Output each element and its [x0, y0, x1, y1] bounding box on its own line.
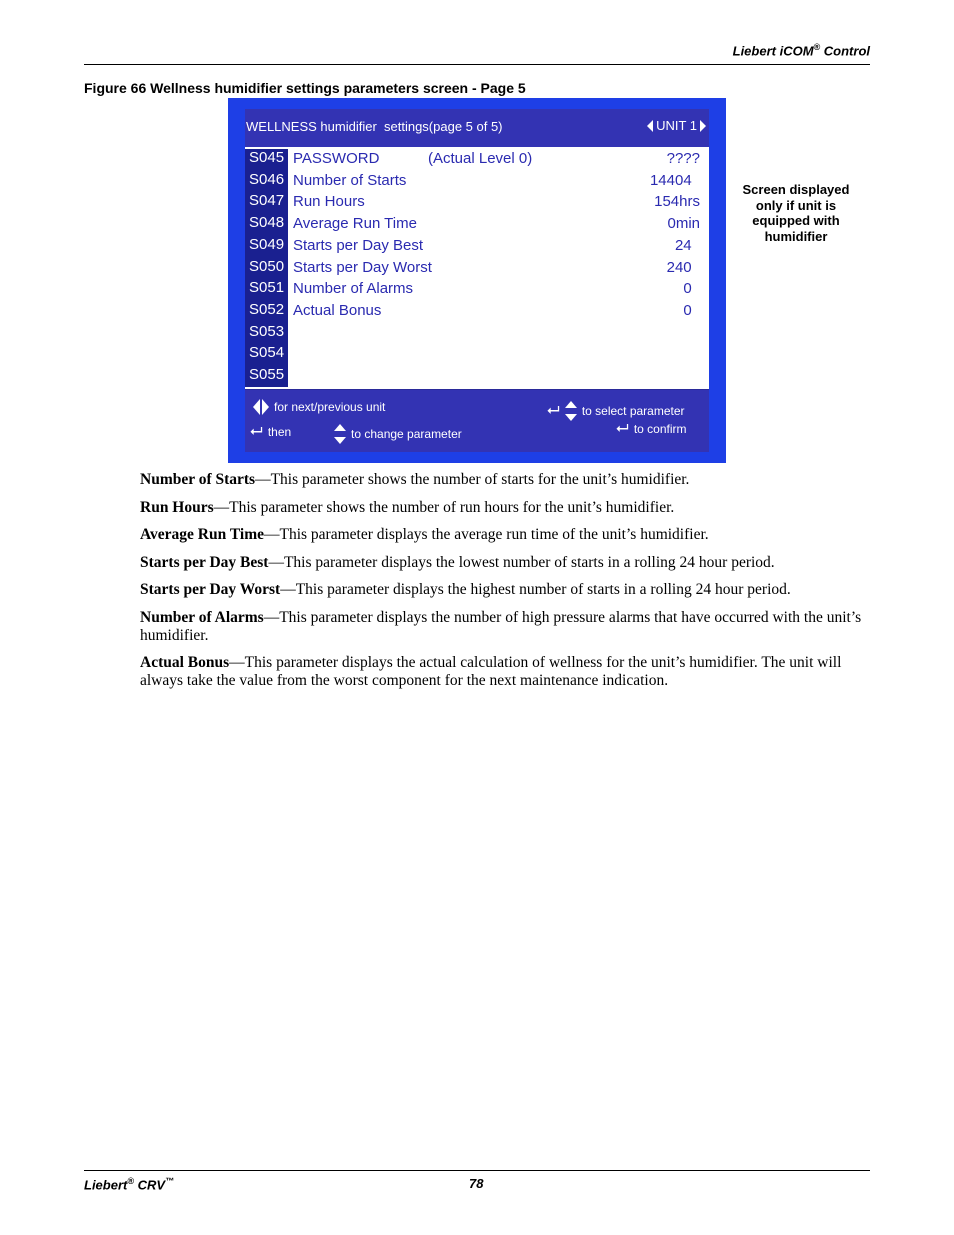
- parameter-code: S052: [249, 300, 285, 318]
- running-header: Liebert iCOM® Control: [732, 42, 870, 59]
- parameter-row[interactable]: [245, 301, 709, 322]
- footer-divider: [245, 387, 709, 389]
- parameter-code: S051: [249, 279, 285, 297]
- parameter-value: 0: [683, 301, 700, 319]
- screen-title: WELLNESS humidifier settings(page 5 of 5): [246, 119, 503, 134]
- parameter-descriptions: [140, 471, 870, 700]
- parameter-name: Number of Alarms: [293, 280, 414, 298]
- unit-selector[interactable]: [647, 118, 706, 133]
- description-paragraph: Number of Starts—This parameter shows the number of starts for the unit’s humidifier.: [140, 471, 690, 488]
- description-paragraph: Run Hours—This parameter shows the number of run hours for the unit’s humidifier.: [140, 498, 675, 516]
- icom-screen: [228, 98, 726, 463]
- description-paragraph: Average Run Time—This parameter displays the average run time of the unit’s humidifier.: [140, 526, 709, 543]
- parameter-code: S050: [249, 257, 285, 275]
- figure-caption: Figure 66 Wellness humidifier settings parameters screen - Page 5: [84, 80, 526, 96]
- parameter-row[interactable]: [245, 149, 709, 170]
- footer-rule: [84, 1170, 870, 1171]
- enter-icon: ⮠: [250, 423, 263, 440]
- parameter-code: S055: [249, 366, 285, 383]
- arrow-left-icon[interactable]: [647, 120, 653, 132]
- parameter-name: Average Run Time: [293, 215, 417, 233]
- parameter-code: S045: [249, 149, 285, 166]
- help-select-parameter: ⮠ to select parameter: [547, 402, 685, 419]
- description-paragraph: Actual Bonus—This parameter displays the actual calculation of wellness for the unit’s humidifier. The unit will always take the value from the worst component for the next maintenance indication.: [140, 654, 842, 689]
- parameter-value: 0: [683, 280, 700, 298]
- parameter-name: Actual Bonus: [293, 301, 382, 319]
- parameter-name: Starts per Day Best: [293, 236, 424, 254]
- parameter-row[interactable]: [245, 236, 709, 257]
- parameter-name: Number of Starts: [293, 171, 407, 189]
- parameter-value: 240: [666, 258, 700, 276]
- arrow-right-icon[interactable]: [700, 120, 706, 132]
- enter-icon: ⮠: [616, 420, 629, 437]
- screen-help-bar: [245, 390, 709, 452]
- parameter-row[interactable]: [245, 192, 709, 213]
- help-change-parameter: to change parameter: [334, 424, 462, 444]
- help-confirm: ⮠ to confirm: [616, 420, 687, 437]
- parameter-value: 0min: [667, 215, 700, 233]
- parameter-code: S048: [249, 214, 285, 232]
- unit-label: UNIT 1: [656, 118, 697, 133]
- parameter-value: 24: [674, 236, 700, 254]
- screen-title-bar: [245, 109, 709, 147]
- description-paragraph: Starts per Day Best—This parameter displays the lowest number of starts in a rolling 24 hour period.: [140, 553, 775, 571]
- parameter-row: [245, 344, 709, 365]
- left-right-arrows-icon: [253, 399, 269, 415]
- parameter-code: S046: [249, 170, 285, 188]
- parameter-row: [245, 366, 709, 387]
- parameter-value: 14404: [649, 171, 700, 189]
- side-note: Screen displayed only if unit is equipped with humidifier: [742, 182, 850, 244]
- parameter-row[interactable]: [245, 258, 709, 279]
- header-rule: [84, 64, 870, 65]
- parameter-name: Run Hours: [293, 193, 365, 211]
- parameter-code: S047: [249, 192, 285, 210]
- parameter-value: 154hrs: [654, 193, 700, 211]
- parameter-name: Starts per Day Worst: [293, 258, 432, 276]
- help-then: ⮠ then: [250, 423, 292, 440]
- parameter-row[interactable]: [245, 279, 709, 300]
- parameter-note: (Actual Level 0): [428, 150, 533, 167]
- parameter-name: PASSWORD: [293, 150, 380, 167]
- help-next-previous: for next/previous unit: [253, 399, 385, 415]
- parameter-code: S049: [249, 235, 285, 253]
- up-down-arrows-icon: [334, 424, 346, 444]
- parameter-list: [245, 149, 709, 387]
- screen-display: [245, 109, 709, 452]
- parameter-code: S054: [249, 344, 285, 362]
- footer-product: Liebert® CRV™: [84, 1176, 175, 1193]
- parameter-value: ????: [666, 150, 700, 167]
- parameter-code: S053: [249, 322, 285, 340]
- up-down-arrows-icon: [565, 401, 577, 421]
- enter-icon: ⮠: [547, 402, 560, 419]
- parameter-row[interactable]: [245, 171, 709, 192]
- parameter-row: [245, 323, 709, 344]
- description-paragraph: Number of Alarms—This parameter displays the number of high pressure alarms that have occurred with the unit’s humidifier.: [140, 608, 862, 644]
- page-number: 78: [469, 1176, 484, 1191]
- description-paragraph: Starts per Day Worst—This parameter displays the highest number of starts in a rolling 24 hour period.: [140, 581, 791, 598]
- parameter-row[interactable]: [245, 214, 709, 235]
